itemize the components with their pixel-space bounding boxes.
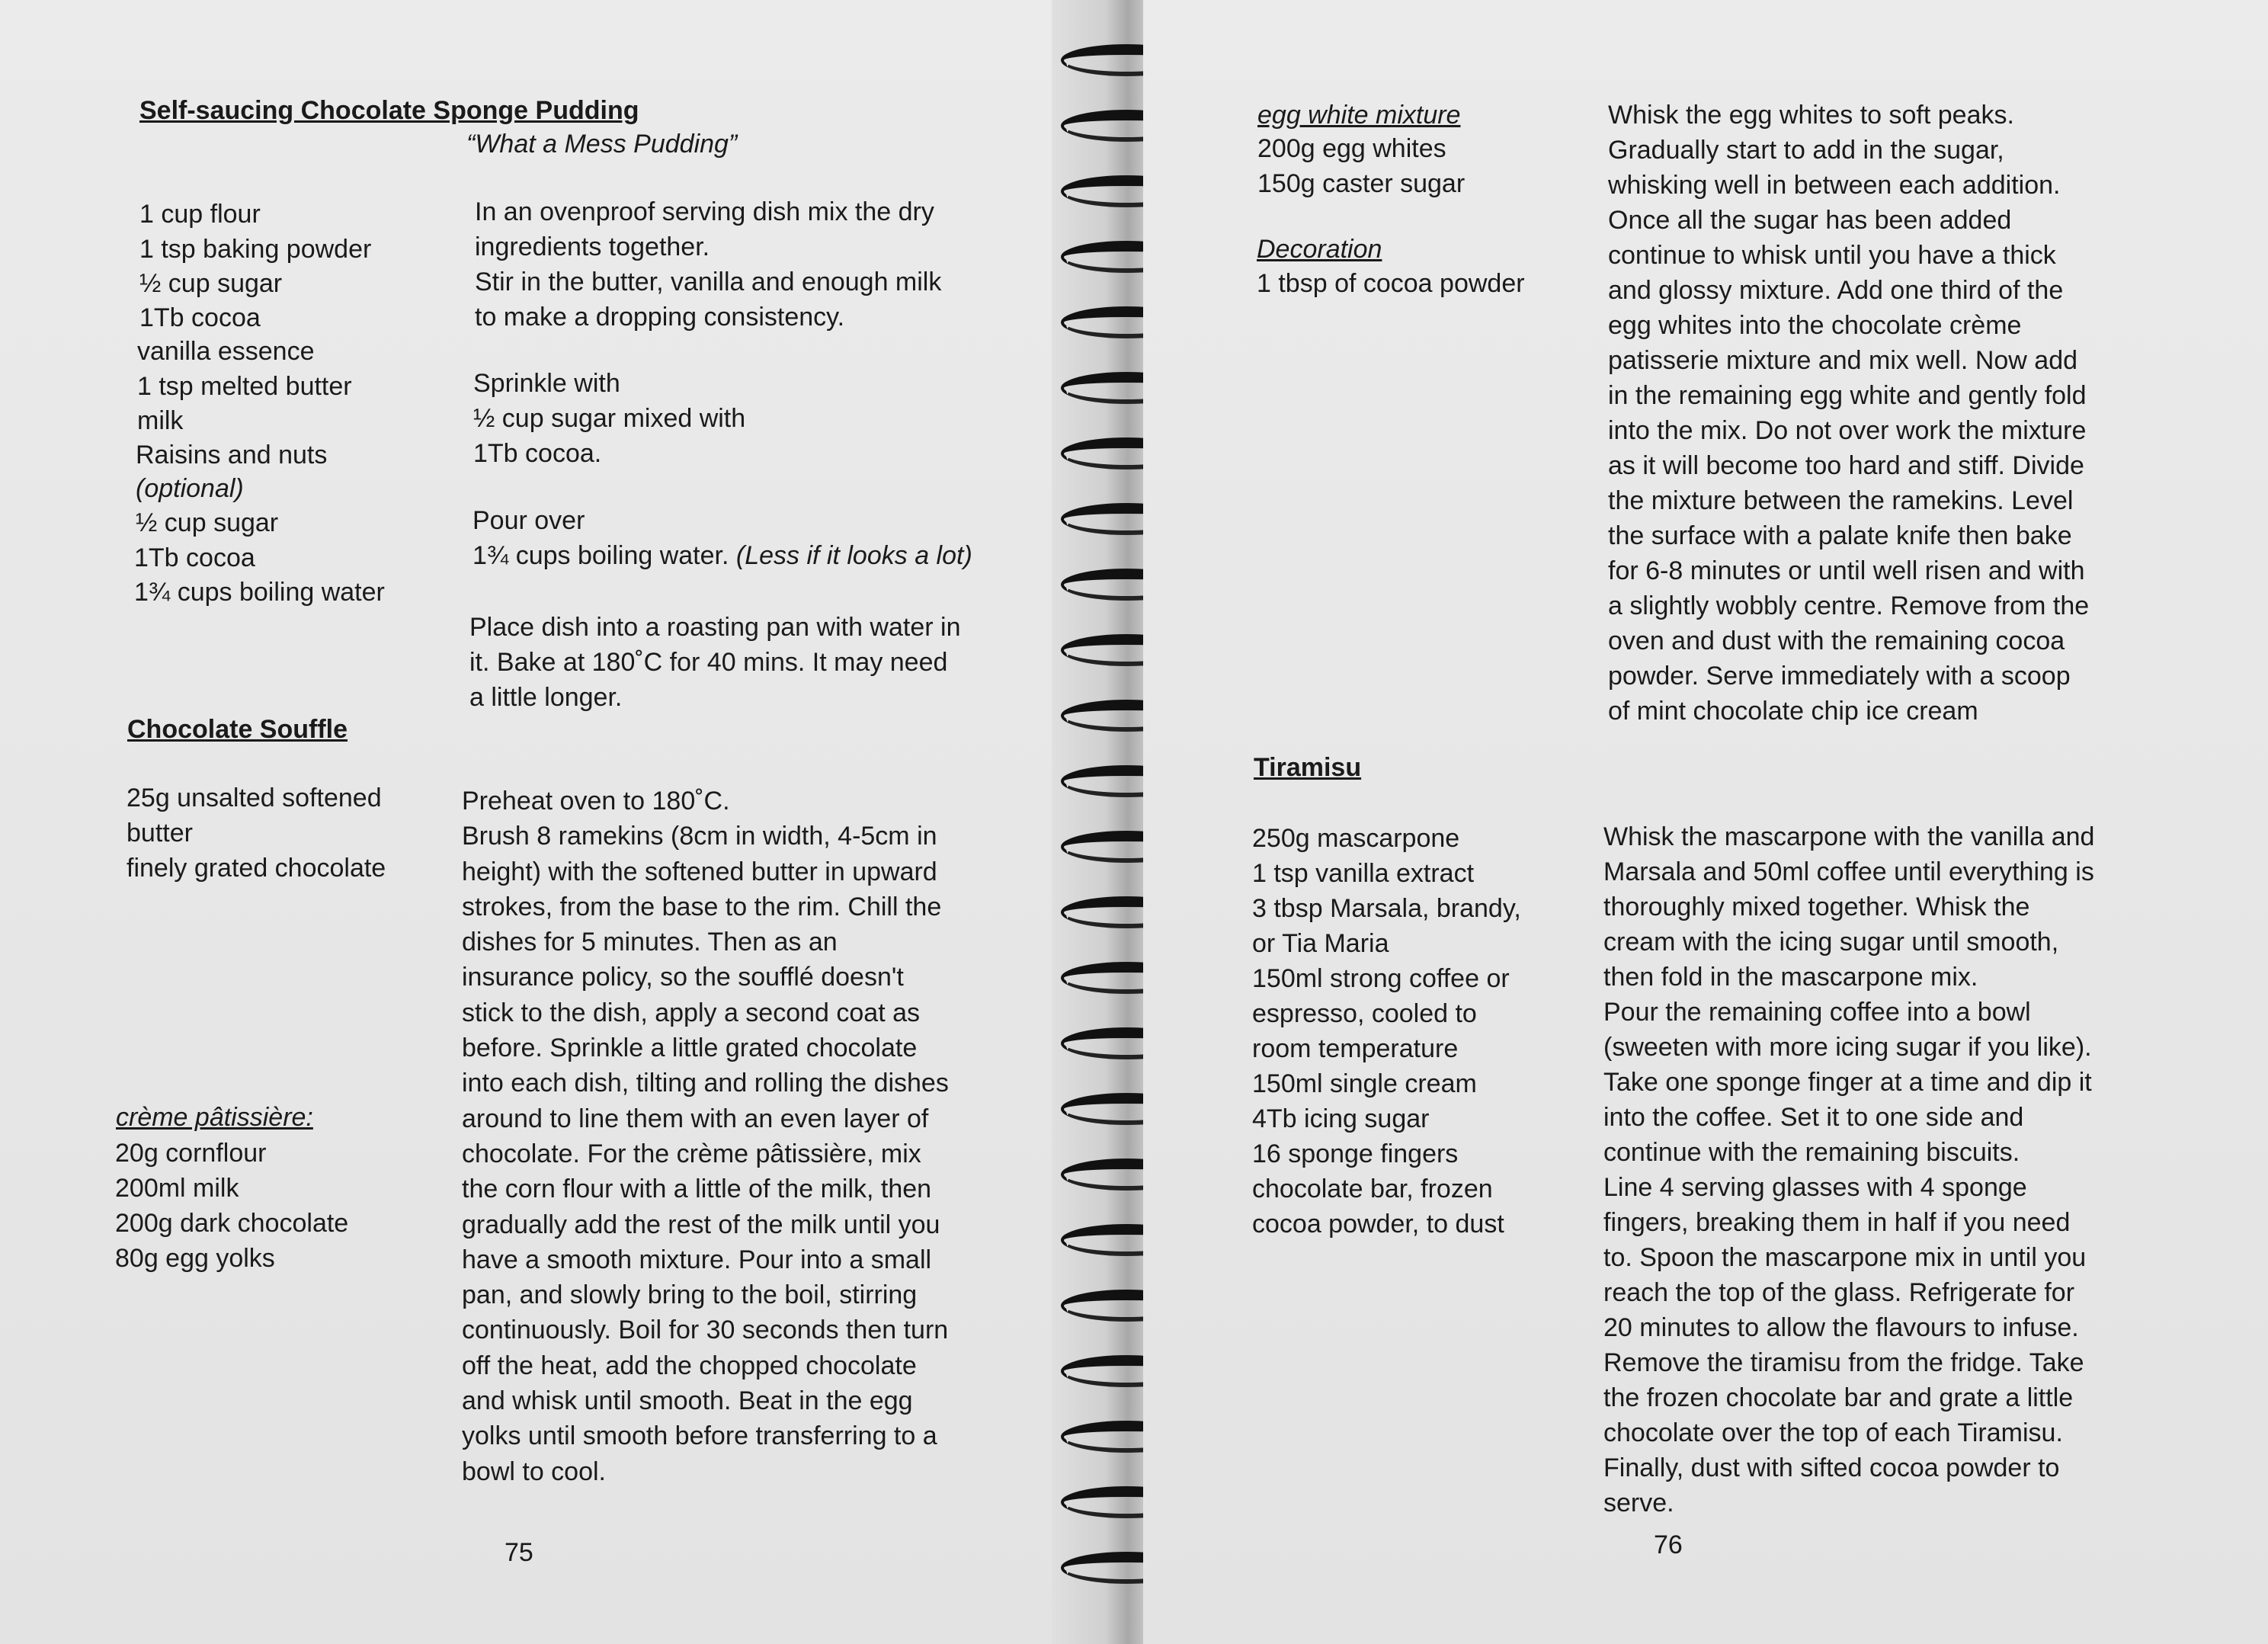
pudding-method-3-note: (Less if it looks a lot) <box>735 541 972 570</box>
creme-patissiere-heading: crème pâtissière: <box>116 1103 313 1132</box>
page-number-left: 75 <box>505 1538 533 1567</box>
pudding-ingredient: vanilla essence <box>137 337 315 366</box>
page-number-right: 76 <box>1654 1530 1683 1559</box>
pudding-ingredient: 1Tb cocoa <box>134 543 255 572</box>
right-page <box>1143 0 2268 1644</box>
pudding-method-4: Place dish into a roasting pan with water in it. Bake at 180˚C for 40 mins. It may need a little longer. <box>469 613 961 712</box>
pudding-ingredient: ½ cup sugar <box>139 269 283 298</box>
pudding-method-3 <box>472 503 972 573</box>
pudding-ingredient: milk <box>137 406 184 435</box>
pudding-ingredient: 1 tsp melted butter <box>137 372 352 401</box>
souffle-ingredients: 25g unsalted softened butter finely grated chocolate <box>127 784 386 883</box>
pudding-method-2: Sprinkle with ½ cup sugar mixed with 1Tb cocoa. <box>473 369 746 468</box>
decoration-heading: Decoration <box>1257 235 1382 264</box>
pudding-ingredient-optional: (optional) <box>136 474 244 503</box>
pudding-ingredient: Raisins and nuts <box>136 441 328 469</box>
creme-patissiere-ingredients: 20g cornflour 200ml milk 200g dark chocolate 80g egg yolks <box>115 1139 349 1273</box>
souffle-title: Chocolate Souffle <box>127 715 348 744</box>
pudding-method-1: In an ovenproof serving dish mix the dry ingredients together. Stir in the butter, vanilla and enough milk to make a dropping consistency. <box>475 197 942 332</box>
egg-white-heading: egg white mixture <box>1257 101 1461 130</box>
tiramisu-title: Tiramisu <box>1254 753 1362 782</box>
egg-white-method: Whisk the egg whites to soft peaks. Gradually start to add in the sugar, whisking well in between each addition. Once all the sugar has been added continue to whisk until you have a thick and glossy mixture. Add one third of the egg whites into the chocolate crème patisserie mixture and mix well. Now add in the remaining egg white and gently fold into the mix. Do not over work the mixture as it will become too hard and stiff. Divide the mixture between the ramekins. Level the surface with a palate knife then bake for 6-8 minutes or until well risen and with a slightly wobbly centre. Remove from the oven and dust with the remaining cocoa powder. Serve immediately with a scoop of mint chocolate chip ice cream <box>1608 101 2090 726</box>
pudding-subtitle: “What a Mess Pudding” <box>466 130 738 159</box>
souffle-method: Preheat oven to 180˚C. Brush 8 ramekins (8cm in width, 4-5cm in height) with the softened butter in upward strokes, from the base to the rim. Chill the dishes for 5 minutes. Then as an insurance policy, so the soufflé doesn't stick to the dish, apply a second coat as before. Sprinkle a little grated chocolate into each dish, tilting and rolling the dishes around to line them with an even layer of chocolate. For the crème pâtissière, mix the corn flour with a little of the milk, then gradually add the rest of the milk until you have a smooth mixture. Pour into a small pan, and slowly bring to the boil, stirring continuously. Boil for 30 seconds then turn off the heat, add the chopped chocolate and whisk until smooth. Beat in the egg yolks until smooth before transferring to a bowl to cool. <box>462 787 949 1486</box>
pudding-ingredient: 1¾ cups boiling water <box>134 578 385 607</box>
egg-white-ingredients: 200g egg whites 150g caster sugar <box>1257 134 1466 198</box>
pudding-ingredient: 1 cup flour <box>139 200 261 229</box>
pudding-title: Self-saucing Chocolate Sponge Pudding <box>139 96 639 125</box>
pudding-ingredient: 1 tsp baking powder <box>139 235 372 264</box>
pudding-method-3-text: Pour over 1¾ cups boiling water. <box>472 506 729 570</box>
pudding-ingredient: 1Tb cocoa <box>139 303 261 332</box>
tiramisu-ingredients: 250g mascarpone 1 tsp vanilla extract 3 tbsp Marsala, brandy, or Tia Maria 150ml strong coffee or espresso, cooled to room temperature 150ml single cream 4Tb icing sugar 16 sponge fingers chocolate bar, frozen cocoa powder, to dust <box>1252 824 1521 1239</box>
tiramisu-method: Whisk the mascarpone with the vanilla and Marsala and 50ml coffee until everything is thoroughly mixed together. Whisk the cream with the icing sugar until smooth, then fold in the mascarpone mix. Pour the remaining coffee into a bowl (sweeten with more icing sugar if you like). Take one sponge finger at a time and dip it into the coffee. Set it to one side and continue with the remaining biscuits. Line 4 serving glasses with 4 sponge fingers, breaking them in half if you need to. Spoon the mascarpone mix in until you reach the top of the glass. Refrigerate for 20 minutes to allow the flavours to infuse. Remove the tiramisu from the fridge. Take the frozen chocolate bar and grate a little chocolate over the top of each Tiramisu. Finally, dust with sifted cocoa powder to serve. <box>1603 822 2095 1517</box>
decoration-ingredients: 1 tbsp of cocoa powder <box>1257 269 1525 298</box>
pudding-ingredient: ½ cup sugar <box>136 508 279 537</box>
left-page <box>0 0 1097 1644</box>
